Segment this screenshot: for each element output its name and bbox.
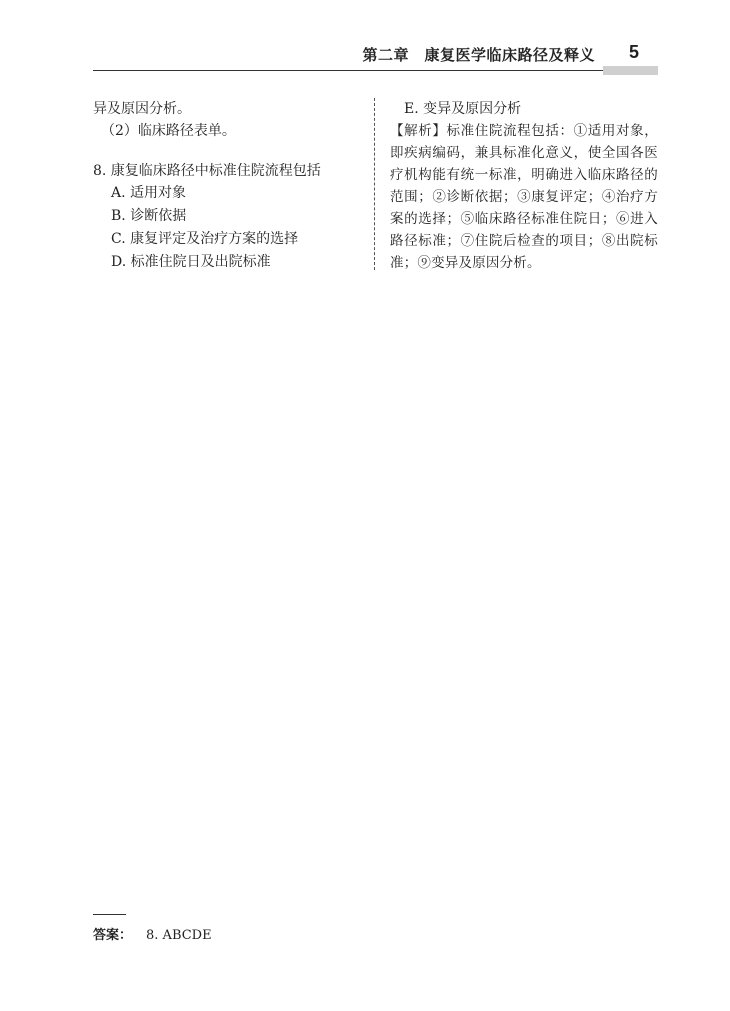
option-c: C. 康复评定及治疗方案的选择 (111, 231, 299, 247)
option-a: A. 适用对象 (111, 185, 187, 201)
left-column (93, 98, 355, 274)
answer-label: 答案： (93, 928, 133, 943)
answer-value: 8. ABCDE (146, 928, 212, 943)
option-b: B. 诊断依据 (111, 208, 187, 224)
page-number-bar (603, 66, 658, 75)
list-item-clinical-path-form: （2）临床路径表单。 (101, 123, 236, 139)
chapter-title: 第二章 康复医学临床路径及释义 (362, 46, 595, 64)
option-e: E. 变异及原因分析 (404, 101, 522, 117)
right-column (390, 98, 658, 274)
option-d: D. 标准住院日及出院标准 (111, 254, 271, 270)
header-rule (93, 70, 603, 71)
page-number: 5 (628, 42, 639, 62)
answer-line (93, 924, 212, 943)
analysis-label: 【解析】 (390, 123, 447, 139)
question-8: 8. 康复临床路径中标准住院流程包括 (93, 163, 321, 179)
analysis-text: 标准住院流程包括：①适用对象，即疾病编码，兼具标准化意义，使全国各医疗机构能有统一标准，明确进入临床路径的范围；②诊断依据；③康复评定；④治疗方案的选择；⑤临床路径标准住院日；⑥进入路径标准；⑦住院后检查的项目；⑧出院标准；⑨变异及原因分析。 (390, 123, 658, 271)
column-divider (374, 98, 375, 270)
continued-text: 异及原因分析。 (93, 101, 191, 117)
analysis-paragraph (390, 120, 658, 274)
footnote-rule (93, 914, 126, 915)
